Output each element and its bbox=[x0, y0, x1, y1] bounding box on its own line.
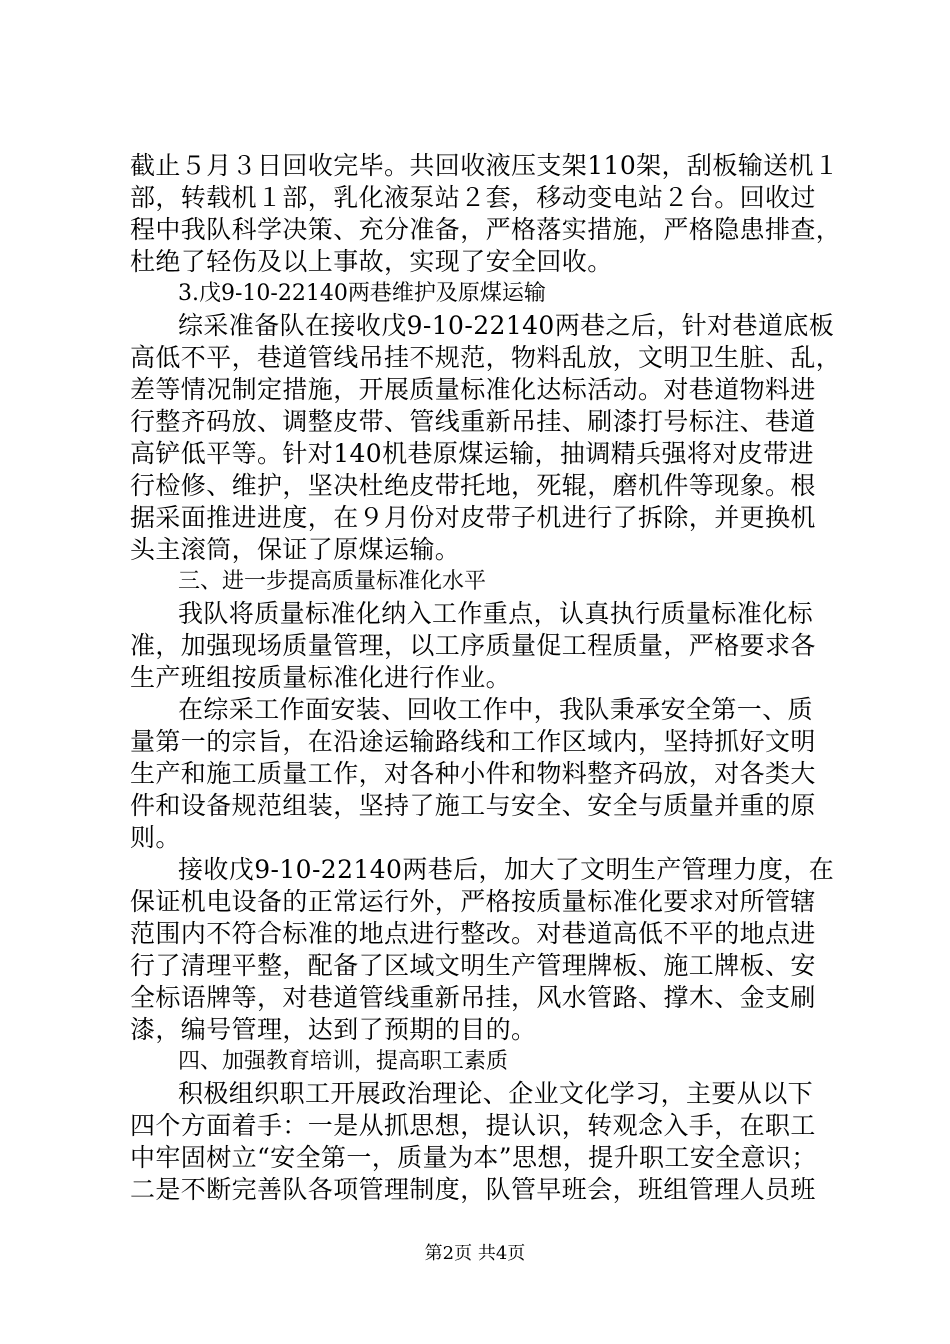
paragraph-line: 全标语牌等，对巷道管线重新吊挂，风水管路、撑木、金支刷 bbox=[130, 983, 816, 1012]
paragraph-line: 生产和施工质量工作，对各种小件和物料整齐码放，对各类大 bbox=[130, 759, 816, 788]
paragraph-line: 程中我队科学决策、充分准备，严格落实措施，严格隐患排查， bbox=[130, 215, 842, 244]
paragraph-line: 则。 bbox=[130, 823, 181, 852]
paragraph-line: 二是不断完善队各项管理制度，队管早班会，班组管理人员班 bbox=[130, 1175, 816, 1204]
paragraph-line: 部，转载机１部，乳化液泵站２套，移动变电站２台。回收过 bbox=[130, 183, 816, 212]
paragraph-line: 接收戊9-10-22140两巷后，加大了文明生产管理力度，在 bbox=[178, 855, 835, 884]
paragraph-line: 我队将质量标准化纳入工作重点，认真执行质量标准化标 bbox=[178, 599, 814, 628]
paragraph-line: 四个方面着手：一是从抓思想，提认识，转观念入手，在职工 bbox=[130, 1111, 816, 1140]
paragraph-line: 杜绝了轻伤及以上事故，实现了安全回收。 bbox=[130, 247, 613, 276]
paragraph-line: 量第一的宗旨，在沿途运输路线和工作区域内，坚持抓好文明 bbox=[130, 727, 816, 756]
paragraph-line: 在综采工作面安装、回收工作中，我队秉承安全第一、质 bbox=[178, 695, 814, 724]
paragraph-line: 头主滚筒，保证了原煤运输。 bbox=[130, 535, 461, 564]
paragraph-line: 生产班组按质量标准化进行作业。 bbox=[130, 663, 512, 692]
section-heading: 三、进一步提高质量标准化水平 bbox=[178, 569, 487, 594]
paragraph-line: 高铲低平等。针对140机巷原煤运输，抽调精兵强将对皮带进 bbox=[130, 439, 814, 468]
page-number-footer: 第2页 共4页 bbox=[424, 1243, 526, 1264]
paragraph-line: 件和设备规范组装，坚持了施工与安全、安全与质量并重的原 bbox=[130, 791, 816, 820]
section-heading: 3.戊9-10-22140两巷维护及原煤运输 bbox=[178, 281, 546, 306]
paragraph-line: 行检修、维护，坚决杜绝皮带托地，死辊，磨机件等现象。根 bbox=[130, 471, 816, 500]
document-body bbox=[130, 150, 842, 1206]
paragraph-line: 范围内不符合标准的地点进行整改。对巷道高低不平的地点进 bbox=[130, 919, 816, 948]
paragraph-line: 高低不平，巷道管线吊挂不规范，物料乱放，文明卫生脏、乱， bbox=[130, 343, 842, 372]
section-heading: 四、加强教育培训，提高职工素质 bbox=[178, 1049, 509, 1074]
paragraph-line: 保证机电设备的正常运行外，严格按质量标准化要求对所管辖 bbox=[130, 887, 816, 916]
paragraph-line: 行整齐码放、调整皮带、管线重新吊挂、刷漆打号标注、巷道 bbox=[130, 407, 816, 436]
paragraph-line: 截止５月３日回收完毕。共回收液压支架110架，刮板输送机１ bbox=[130, 151, 840, 180]
paragraph-line: 漆，编号管理，达到了预期的目的。 bbox=[130, 1015, 537, 1044]
paragraph-line: 积极组织职工开展政治理论、企业文化学习，主要从以下 bbox=[178, 1079, 814, 1108]
paragraph-line: 差等情况制定措施，开展质量标准化达标活动。对巷道物料进 bbox=[130, 375, 816, 404]
paragraph-line: 中牢固树立“安全第一，质量为本”思想，提升职工安全意识； bbox=[130, 1143, 817, 1172]
paragraph-line: 准，加强现场质量管理，以工序质量促工程质量，严格要求各 bbox=[130, 631, 816, 660]
paragraph-line: 据采面推进进度，在９月份对皮带子机进行了拆除，并更换机 bbox=[130, 503, 816, 532]
paragraph-line: 综采准备队在接收戊9-10-22140两巷之后，针对巷道底板 bbox=[178, 311, 835, 340]
paragraph-line: 行了清理平整，配备了区域文明生产管理牌板、施工牌板、安 bbox=[130, 951, 816, 980]
